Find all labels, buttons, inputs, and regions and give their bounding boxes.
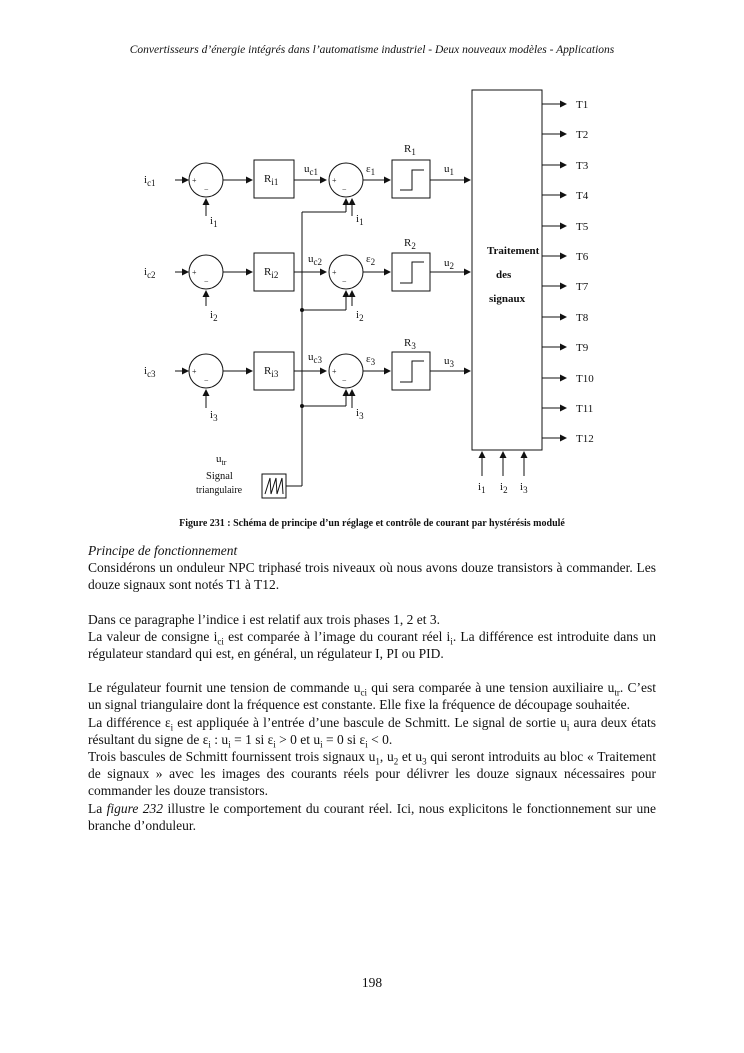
svg-text:Ri1: $R_{i1}$ — [264, 173, 279, 187]
svg-text:−: − — [342, 185, 347, 194]
svg-text:Ri2: $R_{i2}$ — [264, 266, 279, 280]
output-t7: T7 — [576, 281, 589, 293]
svg-text:ic3: $i_{c3}$ — [144, 365, 156, 379]
output-t9: T9 — [576, 342, 589, 354]
svg-text:u2: $u_2$ — [444, 257, 454, 271]
svg-text:−: − — [204, 277, 209, 286]
svg-text:Ri3: $R_{i3}$ — [264, 365, 279, 379]
output-t1: T1 — [576, 99, 589, 111]
output-t2: T2 — [576, 129, 589, 141]
svg-text:ic2: $i_{c2}$ — [144, 266, 156, 280]
svg-text:i2: $i_2$ — [500, 481, 508, 495]
svg-text:i3: $i_3$ — [210, 409, 218, 423]
svg-text:ε3: $\varepsilon_3$ — [366, 353, 376, 367]
current-control-diagram — [120, 88, 640, 508]
signal-label-2: triangulaire — [196, 485, 243, 496]
svg-text:u3: $u_3$ — [444, 355, 454, 369]
paragraph-1: Considérons un onduleur NPC triphasé trois niveaux où nous avons douze transistors à commander. Les douze signaux sont notés T1 à T12. — [88, 560, 656, 593]
svg-text:R1: $R_1$ — [404, 143, 416, 157]
svg-text:ε2: $\varepsilon_2$ — [366, 253, 376, 267]
figure-caption: Figure 231 : Schéma de principe d’un réglage et contrôle de courant par hystérésis modulé — [179, 518, 565, 529]
running-header: Convertisseurs d’énergie intégrés dans l’automatisme industriel - Deux nouveaux modèles - Applications — [129, 44, 615, 56]
svg-text:uc3: $u_{c3}$ — [308, 351, 322, 365]
output-t4: T4 — [576, 190, 589, 202]
body-text — [88, 542, 656, 834]
block-label-3: signaux — [489, 293, 526, 305]
svg-text:+: + — [332, 367, 337, 376]
svg-text:ic1: $i_{c1}$ — [144, 174, 156, 188]
svg-text:i2: $i_2$ — [210, 309, 218, 323]
paragraph-6: Trois bascules de Schmitt fournissent trois signaux $u_1$, $u_2$ et $u_3$ qui seront introduits au bloc « Traitement de signaux » avec les images des courants réels pour délivrer les douze signaux nécessaires pour commander les douze transistors. — [88, 749, 656, 799]
page-number: 198 — [361, 975, 383, 990]
paragraph-3: La valeur de consigne $i_{ci}$ est comparée à l’image du courant réel $i_i$. La différence est introduite dans un régulateur standard qui est, en général, un régulateur I, PI ou PID. — [88, 628, 656, 662]
svg-text:i3: $i_3$ — [356, 407, 364, 421]
svg-text:+: + — [192, 176, 197, 185]
svg-text:u1: $u_1$ — [444, 163, 454, 177]
svg-text:+: + — [332, 268, 337, 277]
paragraph-7: La figure 232 illustre le comportement du courant réel. Ici, nous explicitons le fonctionnement sur une branche d’onduleur. — [88, 800, 656, 833]
output-t5: T5 — [576, 221, 589, 233]
svg-text:+: + — [192, 367, 197, 376]
svg-text:i3: $i_3$ — [520, 481, 528, 495]
block-label-1: Traitement — [487, 245, 540, 257]
output-t10: T10 — [576, 373, 594, 385]
svg-text:R2: $R_2$ — [404, 237, 416, 251]
paragraph-2: Dans ce paragraphe l’indice i est relatif aux trois phases 1, 2 et 3. — [88, 611, 440, 627]
svg-text:i2: $i_2$ — [356, 309, 364, 323]
svg-text:−: − — [204, 376, 209, 385]
svg-text:−: − — [342, 376, 347, 385]
signal-label-1: Signal — [206, 471, 233, 482]
svg-text:i1: $i_1$ — [356, 213, 364, 227]
svg-text:i1: $i_1$ — [478, 481, 486, 495]
output-t6: T6 — [576, 251, 589, 263]
output-t12: T12 — [576, 433, 594, 445]
svg-text:utr: $u_{tr}$ — [216, 453, 227, 467]
output-t11: T11 — [576, 403, 594, 415]
svg-text:ε1: $\varepsilon_1$ — [366, 163, 376, 177]
paragraph-4: Le régulateur fournit une tension de commande $u_{ci}$ qui sera comparée à une tension auxiliaire $u_{tr}$. C’est un signal triangulaire dont la fréquence est constante. Elle fixe la fréquence de découpage souhaitée. — [88, 680, 656, 713]
svg-text:i1: $i_1$ — [210, 215, 218, 229]
svg-text:R3: $R_3$ — [404, 337, 416, 351]
block-label-2: des — [496, 269, 512, 281]
svg-text:−: − — [342, 277, 347, 286]
svg-text:−: − — [204, 185, 209, 194]
output-t3: T3 — [576, 160, 589, 172]
paragraph-5: La différence $\varepsilon_i$ est appliquée à l’entrée d’une bascule de Schmitt. Le signal de sortie $u_i$ aura deux états résultant du signe de $\varepsilon_i$ : $u_i = 1$ si $\varepsilon_i > 0$ et $u_i = 0$ si $\varepsilon_i < 0$. — [88, 714, 656, 750]
subheading: Principe de fonctionnement — [88, 543, 238, 558]
svg-text:uc1: $u_{c1}$ — [304, 163, 318, 177]
svg-text:uc2: $u_{c2}$ — [308, 253, 322, 267]
svg-text:+: + — [192, 268, 197, 277]
output-t8: T8 — [576, 312, 589, 324]
svg-text:+: + — [332, 176, 337, 185]
